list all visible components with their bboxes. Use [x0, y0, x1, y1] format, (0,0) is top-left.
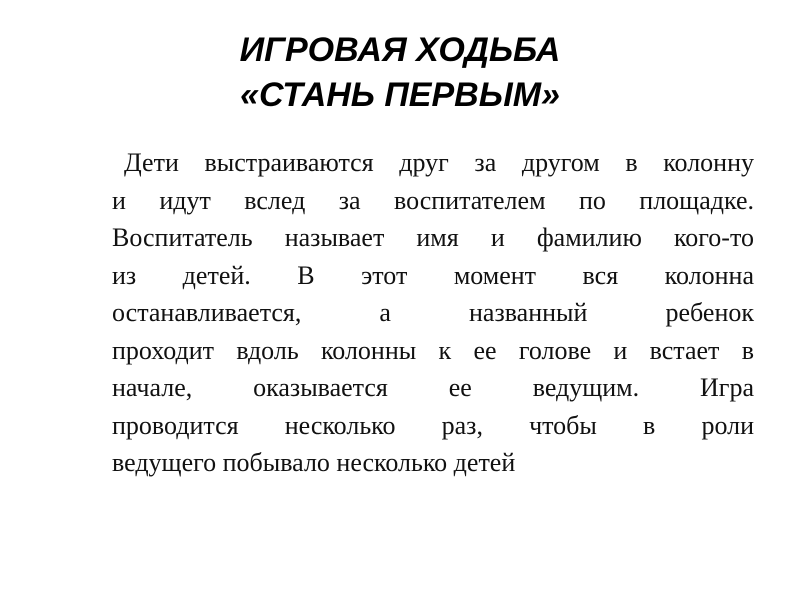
title-line-2: «СТАНЬ ПЕРВЫМ» [240, 76, 560, 114]
body-line-7: начале, оказывается ее ведущим. Игра [112, 373, 754, 402]
body-line-6: проходит вдоль колонны к ее голове и встает в [112, 335, 754, 365]
body-line-8: проводится несколько раз, чтобы в роли [112, 410, 754, 440]
slide-title [0, 28, 800, 118]
body-line-3: Воспитатель называет имя и фамилию кого-то [112, 223, 754, 252]
body-line-1: Дети выстраиваются друг за другом в колонну [124, 148, 754, 177]
body-line-9: ведущего побывало несколько детей [112, 448, 516, 477]
slide-body-text [112, 144, 754, 482]
body-line-4: из детей. В этот момент вся колонна [112, 260, 754, 290]
body-line-2: и идут вслед за воспитателем по площадке. [112, 185, 754, 215]
title-line-1: ИГРОВАЯ ХОДЬБА [239, 31, 561, 69]
body-line-5: останавливается, а названный ребенок [112, 298, 754, 327]
